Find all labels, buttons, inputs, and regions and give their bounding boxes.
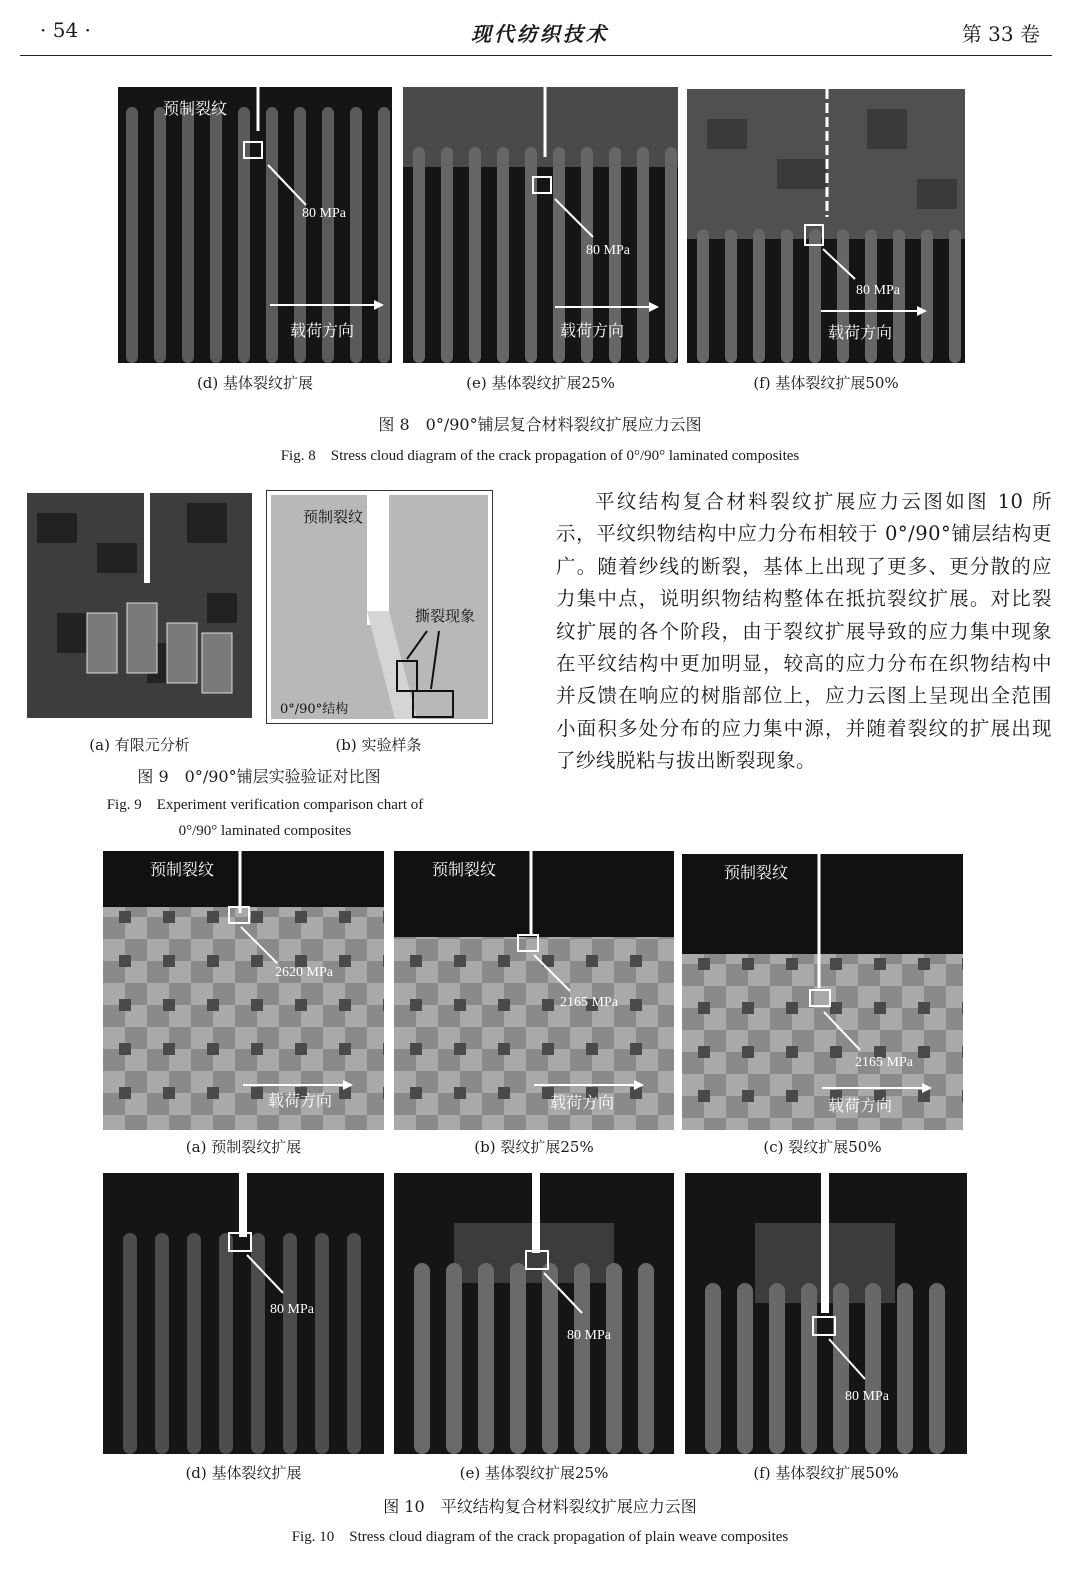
fig9-b-precrack-label: 预制裂纹	[303, 508, 364, 526]
fig10-panel-c	[682, 854, 963, 1130]
fig10-c-load-label: 载荷方向	[828, 1096, 893, 1115]
fig10-c-caption: (c) 裂纹扩展50%	[763, 1138, 882, 1156]
volume-label: 第 33 卷	[961, 22, 1040, 46]
fig10-e-caption: (e) 基体裂纹扩展25%	[459, 1464, 609, 1482]
fig10-c-precrack-label: 预制裂纹	[724, 863, 789, 882]
fig10-f-stress-label: 80 MPa	[845, 1389, 889, 1404]
fig8-panel-f	[687, 89, 965, 363]
fig9-b-caption: (b) 实验样条	[335, 736, 422, 754]
fig8-d-precrack-label: 预制裂纹	[163, 99, 228, 118]
journal-title: 现代纺织技术	[471, 22, 609, 46]
fig9-caption-en-2: 0°/90° laminated composites	[178, 823, 352, 839]
page-number: · 54 ·	[40, 18, 91, 42]
fig8-d-load-label: 载荷方向	[290, 321, 355, 340]
fig10-d-caption: (d) 基体裂纹扩展	[185, 1464, 302, 1482]
fig10-b-caption: (b) 裂纹扩展25%	[474, 1138, 594, 1156]
fig9-panel-a	[27, 493, 252, 718]
fig10-a-precrack-label: 预制裂纹	[150, 860, 215, 879]
fig10-panel-a	[103, 851, 384, 1130]
fig8-d-stress-label: 80 MPa	[302, 206, 346, 221]
fig9-caption-en-1: Fig. 9 Experiment verification comparison chart of	[106, 797, 424, 813]
fig8-caption-cn: 图 8 0°/90°铺层复合材料裂纹扩展应力云图	[378, 415, 702, 434]
fig10-panel-b	[394, 851, 674, 1130]
fig10-panel-f	[685, 1173, 967, 1454]
body-paragraph: 平纹结构复合材料裂纹扩展应力云图如图 10 所示，平纹织物结构中应力分布相较于 0°/90°铺层结构更广。随着纱线的断裂，基体上出现了更多、更分散的应力集中点，说明织物结构整体在抵抗裂纹扩展。对比裂纹扩展的各个阶段，由于裂纹扩展导致的应力集中现象在平纹结构中更加明显，较高的应力分布在织物结构中并反馈在响应的树脂部位上，应力云图上呈现出全范围小面积多处分布的应力集中源，并随着裂纹的扩展出现了纱线脱粘与拔出断裂现象。	[556, 490, 1052, 773]
fig8-f-caption: (f) 基体裂纹扩展50%	[753, 374, 899, 392]
fig9-b-structure-label: 0°/90°结构	[280, 702, 349, 717]
fig10-a-caption: (a) 预制裂纹扩展	[185, 1138, 302, 1156]
fig8-e-load-label: 载荷方向	[560, 321, 625, 340]
fig8-d-caption: (d) 基体裂纹扩展	[196, 374, 314, 392]
header-rule	[20, 55, 1052, 56]
fig10-b-precrack-label: 预制裂纹	[432, 860, 497, 879]
fig10-f-caption: (f) 基体裂纹扩展50%	[753, 1464, 899, 1482]
fig10-a-stress-label: 2620 MPa	[275, 965, 333, 980]
fig9-b-tear-label: 撕裂现象	[415, 607, 476, 625]
fig8-e-stress-label: 80 MPa	[586, 243, 630, 258]
fig8-panel-e	[403, 87, 678, 363]
fig10-c-stress-label: 2165 MPa	[855, 1055, 913, 1070]
fig10-a-load-label: 载荷方向	[268, 1091, 333, 1110]
fig10-caption-cn: 图 10 平纹结构复合材料裂纹扩展应力云图	[383, 1497, 697, 1516]
fig8-f-stress-label: 80 MPa	[856, 283, 900, 298]
fig10-panel-d	[103, 1173, 384, 1454]
fig10-b-load-label: 载荷方向	[550, 1093, 615, 1112]
fig10-b-stress-label: 2165 MPa	[560, 995, 618, 1010]
fig9-caption-cn: 图 9 0°/90°铺层实验验证对比图	[137, 767, 381, 786]
fig8-caption-en: Fig. 8 Stress cloud diagram of the crack propagation of 0°/90° laminated composites	[280, 448, 800, 464]
fig10-caption-en: Fig. 10 Stress cloud diagram of the crack propagation of plain weave composites	[291, 1529, 789, 1545]
fig8-f-load-label: 载荷方向	[828, 323, 893, 342]
fig8-e-caption: (e) 基体裂纹扩展25%	[466, 374, 615, 392]
fig10-e-stress-label: 80 MPa	[567, 1328, 611, 1343]
fig9-a-caption: (a) 有限元分析	[89, 736, 190, 754]
fig10-panel-e	[394, 1173, 674, 1454]
fig10-d-stress-label: 80 MPa	[270, 1302, 314, 1317]
